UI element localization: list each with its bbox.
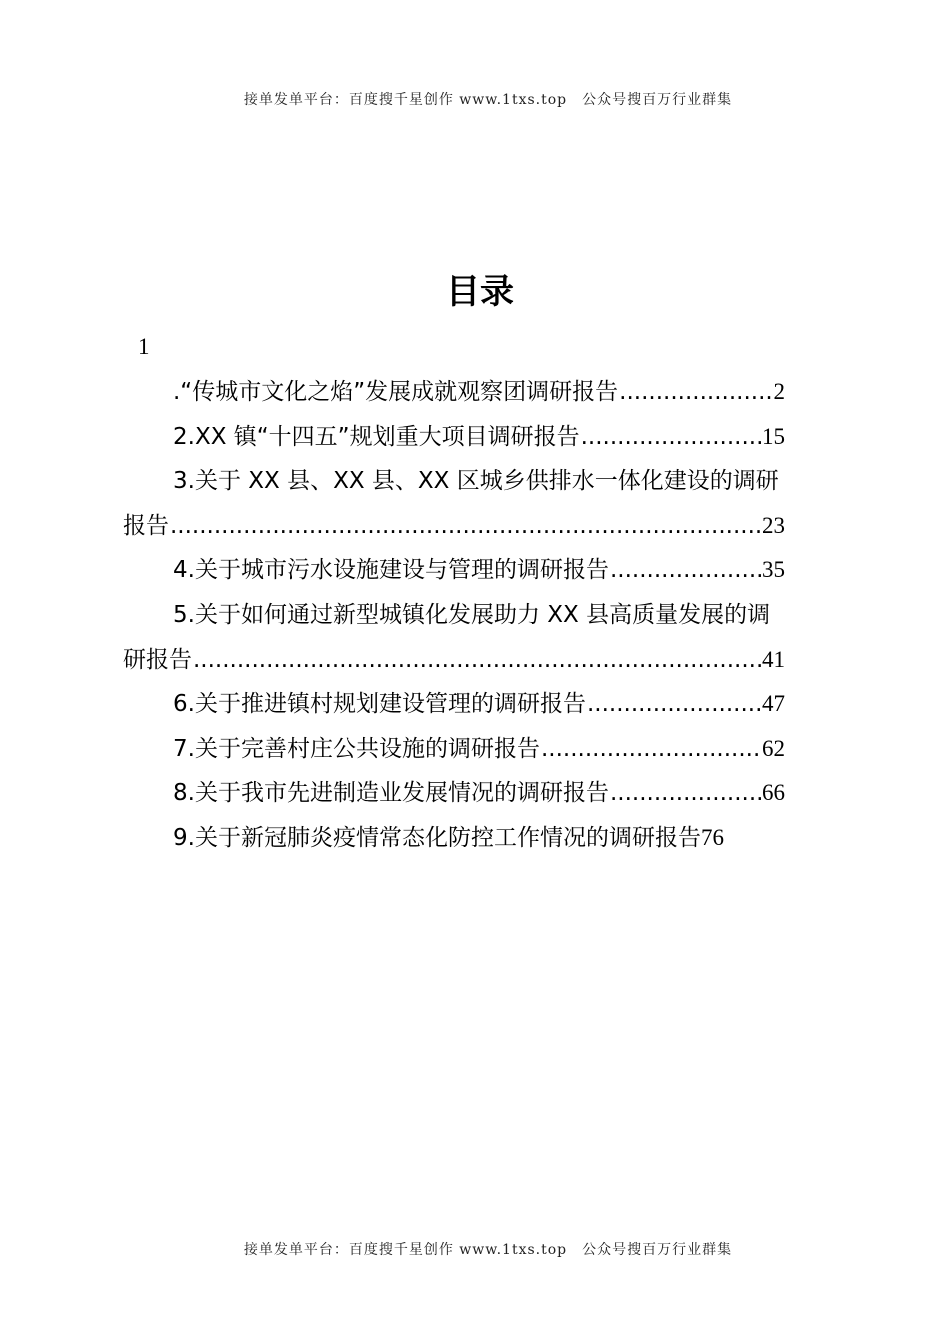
toc-entry[interactable] (123, 415, 785, 460)
toc-title: 目录 (446, 272, 514, 312)
toc-entry[interactable] (123, 370, 785, 415)
toc-entry-title: 5.关于如何通过新型城镇化发展助力 XX 县高质量发展的调 (173, 601, 771, 628)
stray-number: 1 (138, 334, 150, 359)
toc-entry-title: 3.关于 XX 县、XX 县、XX 区城乡供排水一体化建设的调研 (173, 468, 779, 495)
toc-page-number: 76 (700, 824, 724, 850)
toc-page-number: 47 (762, 691, 785, 717)
toc-entry-title: 2.XX 镇“十四五”规划重大项目调研报告 (173, 423, 580, 450)
toc-entry-title: 9.关于新冠肺炎疫情常态化防控工作情况的调研报告 (173, 824, 701, 851)
toc-entry[interactable] (123, 682, 785, 727)
toc-page-number: 41 (762, 646, 785, 672)
dot-leader (587, 682, 761, 727)
toc-entry-title: 报告 (123, 512, 169, 539)
toc-page-number: 35 (762, 557, 785, 583)
table-of-contents (123, 370, 838, 861)
dot-leader (610, 771, 761, 816)
toc-page-number: 62 (762, 735, 785, 761)
dot-leader (581, 415, 761, 460)
toc-page-number: 2 (773, 379, 785, 404)
dot-leader (619, 370, 772, 415)
toc-entry[interactable] (123, 504, 785, 549)
toc-entry-title: 4.关于城市污水设施建设与管理的调研报告 (173, 557, 609, 584)
toc-entry-title: 6.关于推进镇村规划建设管理的调研报告 (173, 691, 586, 718)
toc-entry[interactable] (123, 548, 785, 593)
toc-entry-title: 7.关于完善村庄公共设施的调研报告 (173, 735, 540, 762)
toc-entry-title: 研报告 (123, 646, 192, 673)
dot-leader (193, 638, 761, 683)
toc-entry[interactable] (123, 459, 838, 504)
toc-entry-title: 8.关于我市先进制造业发展情况的调研报告 (173, 780, 609, 807)
toc-page-number: 15 (762, 423, 785, 449)
dot-leader (170, 504, 761, 549)
toc-entry[interactable] (123, 638, 785, 683)
toc-entry[interactable] (123, 816, 785, 861)
toc-entry[interactable] (123, 771, 785, 816)
toc-entry[interactable] (123, 593, 838, 638)
page-header: 接单发单平台：百度搜千星创作 www.1txs.top 公众号搜百万行业群集 (243, 92, 733, 108)
dot-leader (610, 548, 761, 593)
toc-page-number: 23 (762, 512, 785, 538)
toc-page-number: 66 (762, 780, 785, 806)
toc-entry[interactable] (123, 727, 785, 772)
toc-entry-title: .“传城市文化之焰”发展成就观察团调研报告 (173, 379, 619, 405)
dot-leader (541, 727, 761, 772)
page-footer: 接单发单平台：百度搜千星创作 www.1txs.top 公众号搜百万行业群集 (243, 1242, 733, 1258)
